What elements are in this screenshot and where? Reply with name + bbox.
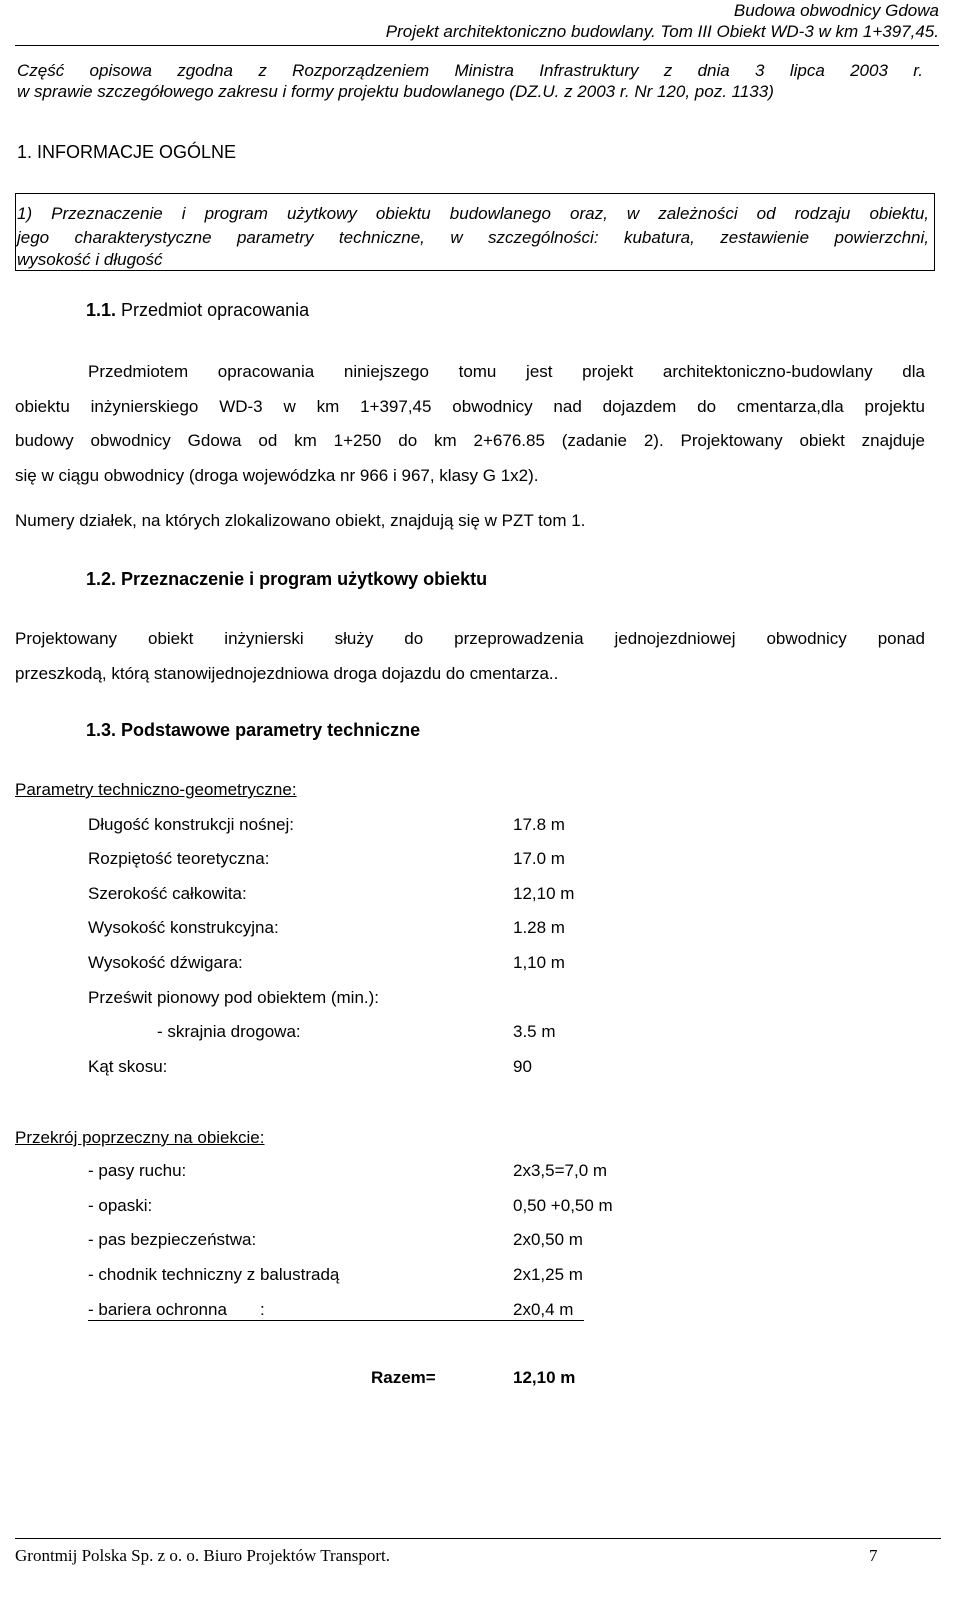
section-1-3-number: 1.3.	[86, 720, 117, 740]
cross-value: 2x0,50 m	[513, 1230, 583, 1249]
header-subtitle: Projekt architektoniczno budowlany. Tom III Obiekt WD-3 w km 1+397,45.	[385, 22, 939, 41]
s12-line-2: przeszkodą, którą stanowijednojezdniowa droga dojazdu do cmentarza..	[15, 664, 559, 683]
cross-value: 2x1,25 m	[513, 1265, 583, 1284]
section-1-1-heading	[86, 300, 309, 321]
cross-section-heading: Przekrój poprzeczny na obiekcie:	[15, 1128, 265, 1147]
param-label: Kąt skosu:	[88, 1057, 168, 1076]
regulation-line-2: w sprawie szczegółowego zakresu i formy projektu budowlanego (DZ.U. z 2003 r. Nr 120, poz. 1133)	[17, 82, 774, 101]
cross-value-last: 2x0,4 m	[513, 1300, 574, 1319]
total-label: Razem=	[371, 1368, 436, 1387]
s12-line-1: Projektowany obiekt inżynierski służy do przeprowadzenia jednojezdniowej obwodnicy ponad	[15, 629, 925, 648]
param-value: 1.28 m	[513, 918, 565, 937]
header-title: Budowa obwodnicy Gdowa	[733, 1, 939, 20]
section-1-3-title: Podstawowe parametry techniczne	[121, 720, 421, 740]
param-value: 1,10 m	[513, 953, 565, 972]
section-1-1-title: Przedmiot opracowania	[121, 300, 310, 320]
s11-p1-line-1: Przedmiotem opracowania niniejszego tomu jest projekt architektoniczno-budowlany dla	[88, 362, 925, 381]
cross-label: - pasy ruchu:	[88, 1161, 187, 1180]
s11-p2: Numery działek, na których zlokalizowano obiekt, znajdują się w PZT tom 1.	[15, 511, 586, 530]
section-1-1-number: 1.1.	[86, 300, 117, 320]
s11-p1-line-2: obiektu inżynierskiego WD-3 w km 1+397,45 obwodnicy nad dojazdem do cmentarza,dla projektu	[15, 397, 925, 416]
page-number: 7	[869, 1546, 878, 1565]
total-value: 12,10 m	[513, 1368, 576, 1387]
param-label: Szerokość całkowita:	[88, 884, 247, 903]
cross-label: - opaski:	[88, 1196, 153, 1215]
footer-company: Grontmij Polska Sp. z o. o. Biuro Projektów Transport.	[15, 1546, 390, 1565]
param-value: 12,10 m	[513, 884, 575, 903]
requirement-line-1: 1) Przeznaczenie i program użytkowy obiektu budowlanego oraz, w zależności od rodzaju obiektu,	[17, 204, 929, 223]
header-rule	[15, 45, 939, 46]
requirement-line-3: wysokość i długość	[17, 250, 163, 269]
footer-rule	[15, 1538, 941, 1539]
s11-p1-line-4: się w ciągu obwodnicy (droga wojewódzka nr 966 i 967, klasy G 1x2).	[15, 466, 539, 485]
cross-value: 0,50 +0,50 m	[513, 1196, 613, 1215]
param-value: 17.0 m	[513, 849, 565, 868]
param-label: Rozpiętość teoretyczna:	[88, 849, 270, 868]
param-value: 3.5 m	[513, 1022, 556, 1041]
section-1-3-heading	[86, 720, 420, 741]
cross-label-last: - bariera ochronna :	[88, 1300, 265, 1319]
param-label: Długość konstrukcji nośnej:	[88, 815, 294, 834]
cross-underline	[88, 1320, 584, 1321]
param-value: 17.8 m	[513, 815, 565, 834]
cross-label: - chodnik techniczny z balustradą	[88, 1265, 340, 1284]
param-label: Wysokość konstrukcyjna:	[88, 918, 279, 937]
s11-p1-line-3: budowy obwodnicy Gdowa od km 1+250 do km 2+676.85 (zadanie 2). Projektowany obiekt znajduje	[15, 431, 925, 450]
regulation-line-1: Część opisowa zgodna z Rozporządzeniem Ministra Infrastruktury z dnia 3 lipca 2003 r.	[17, 61, 923, 80]
requirement-line-2: jego charakterystyczne parametry techniczne, w szczególności: kubatura, zestawienie powierzchni,	[17, 228, 929, 247]
cross-label: - pas bezpieczeństwa:	[88, 1230, 257, 1249]
section-1-2-heading	[86, 569, 487, 590]
param-label: Prześwit pionowy pod obiektem (min.):	[88, 988, 380, 1007]
section-1-2-title: Przeznaczenie i program użytkowy obiektu	[121, 569, 488, 589]
param-value: 90	[513, 1057, 532, 1076]
cross-value: 2x3,5=7,0 m	[513, 1161, 608, 1180]
section-1-title: 1. INFORMACJE OGÓLNE	[17, 142, 237, 162]
section-1-2-number: 1.2.	[86, 569, 117, 589]
geometry-heading: Parametry techniczno-geometryczne:	[15, 780, 297, 799]
param-label: Wysokość dźwigara:	[88, 953, 243, 972]
param-label: - skrajnia drogowa:	[157, 1022, 301, 1041]
